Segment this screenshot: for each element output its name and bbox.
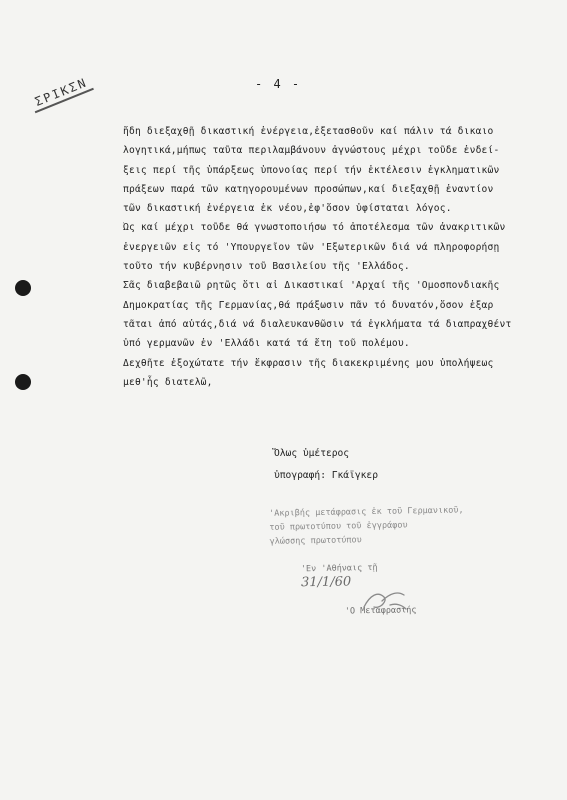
- body-line: Δημοκρατίας τῆς Γερμανίας,θά πράξωσιν πᾶν τό δυνατόν,ὅσον ἐξαρ: [123, 299, 494, 311]
- body-line: Ὡς καί μέχρι τοῦδε θά γνωστοποιήσω τό ἀποτέλεσμα τῶν ἀνακριτικῶν: [123, 222, 506, 234]
- cert-line: γλώσσης πρωτοτύπου: [269, 535, 362, 547]
- cert-date: 31/1/60: [300, 574, 352, 591]
- closing-block: [274, 443, 378, 487]
- stamp-mark: ΣΡΙΚΣΝ: [29, 74, 94, 113]
- body-line: ὑπό γερμανῶν ἐν 'Ελλάδι κατά τά ἔτη τοῦ πολέμου.: [123, 338, 410, 350]
- closing-signature-line: ὑπογραφή: Γκάϊγκερ: [274, 470, 378, 481]
- body-line: μεθ'ἧς διατελῶ,: [123, 376, 213, 388]
- binder-hole-top: [15, 280, 31, 296]
- closing-salutation: Ὅλως ὑμέτερος: [274, 448, 350, 459]
- handwritten-signature: [360, 585, 410, 615]
- cert-translator: 'Ο Μεταφραστής: [344, 605, 417, 617]
- binder-hole-bottom: [15, 374, 31, 390]
- body-line: τοῦτο τήν κυβέρνησιν τοῦ Βασιλείου τῆς 'Ελλάδος.: [123, 261, 410, 273]
- body-line: λογητικά,μήπως ταῦτα περιλαμβάνουν ἀγνώστους μέχρι τοῦδε ἐνδεί-: [123, 145, 500, 157]
- cert-line: 'Ακριβής μετάφρασις ἐκ τοῦ Γερμανικοῦ,: [269, 505, 464, 519]
- body-line: Δεχθῆτε ἐξοχώτατε τήν ἔκφρασιν τῆς διακεκριμένης μου ὑπολήψεως: [123, 357, 494, 369]
- cert-place: 'Εν 'Αθήναις τῇ: [300, 562, 378, 575]
- letter-body: [123, 122, 563, 392]
- body-line: τᾶται ἀπό αὐτάς,διά νά διαλευκανθῶσιν τά ἐγκλήματα τά διαπραχθέντ: [123, 318, 512, 330]
- body-line: Σᾶς διαβεβαιῶ ρητῶς ὅτι αἱ Δικαστικαί 'Αρχαί τῆς 'Ομοσπονδιακῆς: [123, 280, 500, 292]
- body-line: πράξεων παρά τῶν κατηγορουμένων προσώπων,καί διεξαχθῇ ἐναντίον: [123, 183, 494, 195]
- body-line: τῶν δικαστική ἐνέργεια ἐκ νέου,ἐφ'ὅσον ὑφίσταται λόγος.: [123, 203, 452, 215]
- body-line: ἐνεργειῶν εἰς τό 'Υπουργεῖον τῶν 'Εξωτερικῶν διά νά πληροφορήσῃ: [123, 241, 500, 253]
- page-number: - 4 -: [255, 77, 302, 91]
- body-line: ξεις περί τῆς ὑπάρξεως ὑπονοίας περί τήν ἐκτέλεσιν ἐγκληματικῶν: [123, 164, 500, 176]
- cert-line: τοῦ πρωτοτύπου τοῦ ἐγγράφου: [269, 520, 408, 533]
- body-line: ἤδη διεξαχθῇ δικαστική ἐνέργεια,ἐξετασθοῦν καί πάλιν τά δικαιο: [123, 126, 494, 137]
